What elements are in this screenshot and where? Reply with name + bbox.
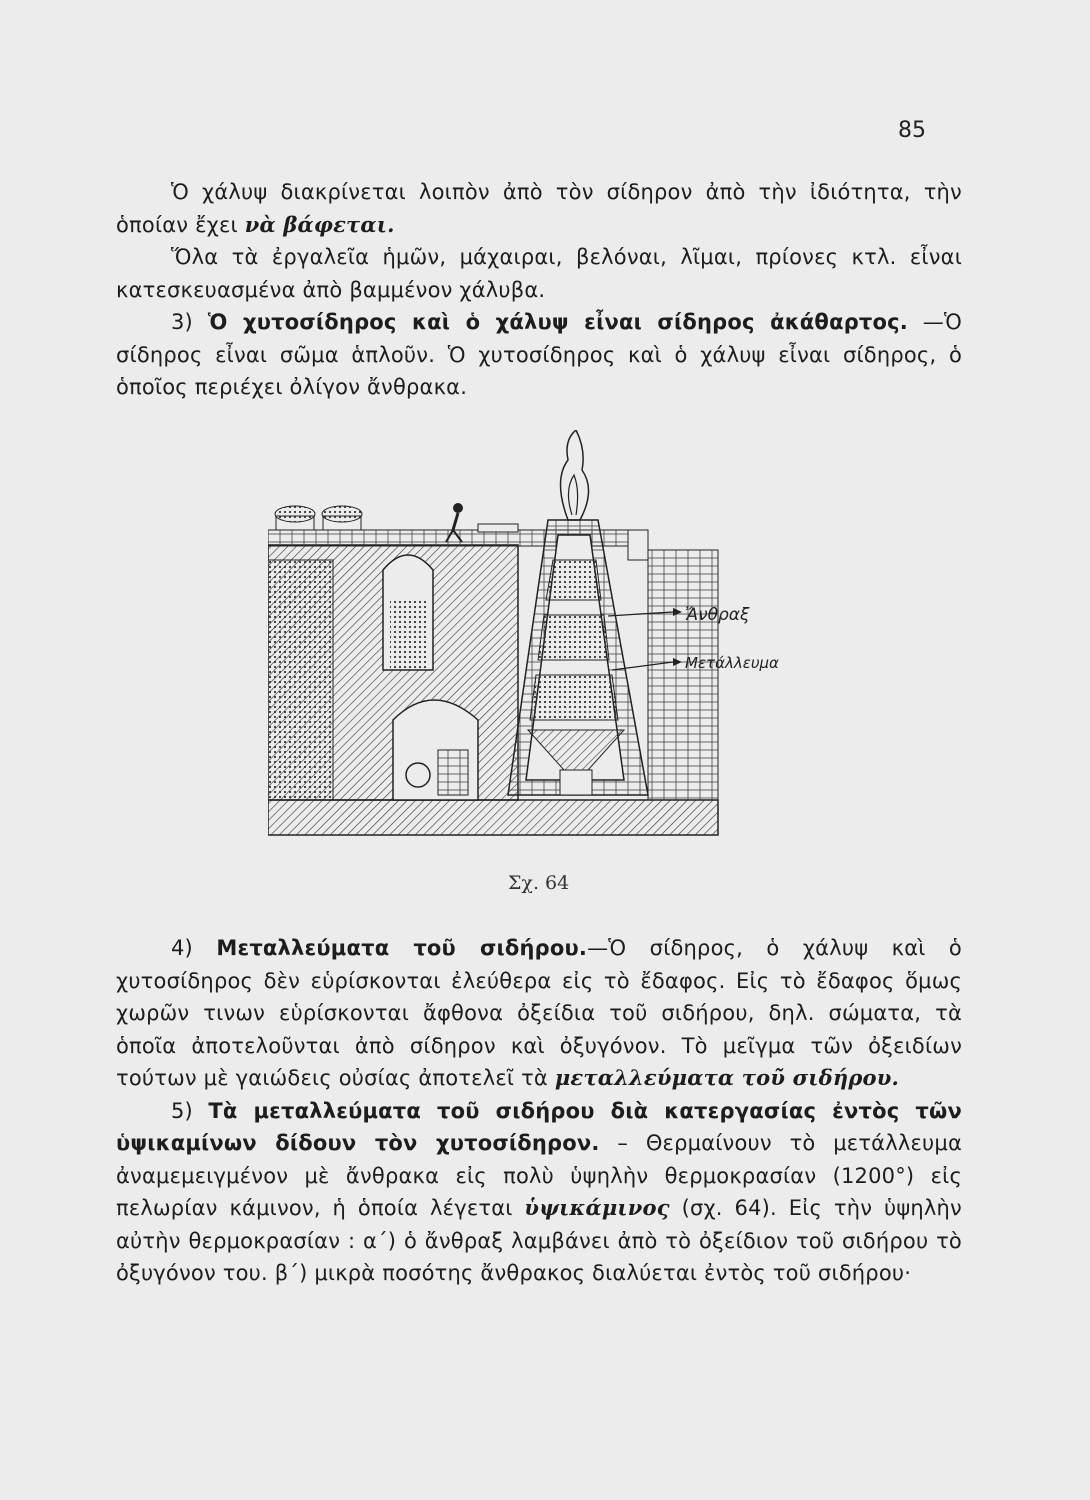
text-run: 4): [171, 936, 217, 960]
paragraph-impure-iron: [116, 306, 962, 404]
top-text-block: [116, 176, 962, 404]
text-run: Μεταλλεύματα τοῦ σιδήρου.: [216, 936, 588, 960]
figure-caption: Σχ. 64: [508, 872, 570, 894]
bottom-text-block: [116, 932, 962, 1290]
text-run: μεταλλεύματα τοῦ σιδήρου.: [554, 1065, 899, 1090]
text-run: —Ὁ σίδηρος, ὁ χάλυψ καὶ ὁ χυτοσίδηρος δὲν εὑρίσκονται ἐλεύθερα εἰς τὸ ἔδαφος. Εἰς τὸ ἔδαφος ὅμως χωρῶν τινων εὑρίσκονται ἄφθονα ὀξείδια τοῦ σιδήρου, δηλ. σώματα, τὰ ὁποῖα ἀποτελοῦνται ἀπὸ σίδηρον καὶ ὀξυγόνον. Τὸ μεῖγμα τῶν ὀξειδίων τούτων μὲ γαιώδεις οὐσίας ἀποτελεῖ τὰ: [116, 936, 962, 1090]
label-coal: Ἄνθραξ: [685, 605, 750, 625]
label-ore: Μετάλλευμα: [685, 654, 779, 672]
paragraph-iron-ores: [116, 932, 962, 1095]
text-run: Ὁ χυτοσίδηρος καὶ ὁ χάλυψ εἶναι σίδηρος ἀκάθαρτος.: [207, 310, 908, 334]
text-run: —Ὁ σίδηρος εἶναι σῶμα ἁπλοῦν. Ὁ χυτοσίδηρος καὶ ὁ χάλυψ εἶναι σίδηρος, ὁ ὁποῖος περιέχει ὀλίγον ἄνθρακα.: [116, 310, 962, 399]
blast-furnace-figure: [268, 430, 848, 840]
blast-furnace-illustration: [268, 430, 848, 840]
text-run: 3): [171, 310, 208, 334]
paragraph-steel-hardening: [116, 176, 962, 241]
text-run: ὑψικάμινος: [524, 1195, 670, 1220]
text-run: νὰ βάφεται.: [244, 211, 395, 237]
text-run: (σχ. 64). Εἰς τὴν ὑψηλὴν αὐτὴν θερμοκρασίαν : α΄) ὁ ἄνθραξ λαμβάνει ἀπὸ τὸ ὀξείδιον τοῦ σιδήρου τὸ ὀξυγόνον του. β΄) μικρὰ ποσότης ἄνθρακος διαλύεται ἐντὸς τοῦ σιδήρου·: [116, 1196, 962, 1285]
page-number: 85: [898, 118, 926, 143]
text-run: Ὁ χάλυψ διακρίνεται λοιπὸν ἀπὸ τὸν σίδηρον ἀπὸ τὴν ἰδιότητα, τὴν ὁποίαν ἔχει: [116, 180, 962, 237]
text-run: – Θερμαίνουν τὸ μετάλλευμα ἀναμεμειγμένον μὲ ἄνθρακα εἰς πολὺ ὑψηλὴν θερμοκρασίαν (1200°) εἰς πελωρίαν κάμινον, ἡ ὁποία λέγεται: [116, 1131, 962, 1220]
text-run: Ὅλα τὰ ἐργαλεῖα ἡμῶν, μάχαιραι, βελόναι, λῖμαι, πρίονες κτλ. εἶναι κατεσκευασμένα ἀπὸ βαμμένον χάλυβα.: [116, 245, 962, 302]
paragraph-tools: [116, 241, 962, 306]
text-run: 5): [171, 1098, 209, 1123]
text-run: Τὰ μεταλλεύματα τοῦ σιδήρου διὰ κατεργασίας ἐντὸς τῶν ὑψικαμίνων δίδουν τὸν χυτοσίδηρον.: [116, 1098, 962, 1155]
paragraph-blast-furnace: [116, 1095, 962, 1290]
